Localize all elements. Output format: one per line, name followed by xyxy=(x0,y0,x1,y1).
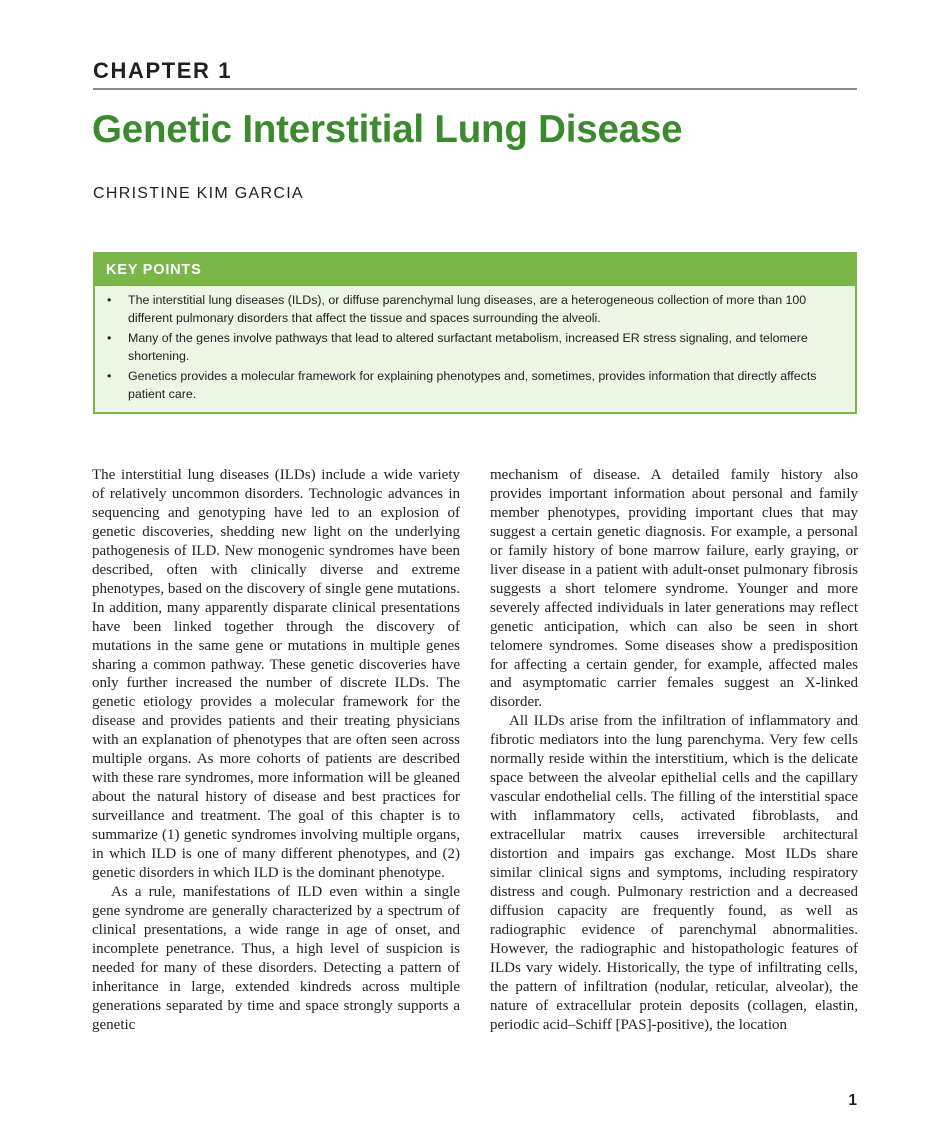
body-paragraph: As a rule, manifestations of ILD even within a single gene syndrome are generally characterized by a spectrum of clinical presentations, a wide range in age of onset, and incomplete penetrance. Thus, a high level of suspicion is needed for many of these disorders. Detecting a pattern of inheritance in large, extended kindreds across multiple generations separated by time and space strongly supports a genetic xyxy=(92,883,460,1033)
key-points-heading: KEY POINTS xyxy=(95,254,855,286)
chapter-label: CHAPTER 1 xyxy=(93,58,857,90)
body-column-right xyxy=(490,466,858,1035)
body-paragraph: mechanism of disease. A detailed family history also provides important information about personal and family member phenotypes, providing important clues that may suggest a certain genetic diagnosis. For example, a personal or family history of bone marrow failure, early graying, or liver disease in a patient with adult-onset pulmonary fibrosis suggests a short telomere syndrome. Younger and more severely affected individuals in later generations may reflect genetic anticipation, which can also be seen in short telomere syndromes. Some diseases show a predisposition for affecting a certain gender, for example, affected males and asymptomatic carrier females suggest an X-linked disorder. xyxy=(490,467,858,711)
body-paragraph: The interstitial lung diseases (ILDs) include a wide variety of relatively uncommon disorders. Technologic advances in sequencing and genotyping have led to an explosion of genetic discoveries, shedding new light on the underlying pathogenesis of ILD. New monogenic syndromes have been described, often with clinically diverse and extreme phenotypes, based on the discovery of single gene mutations. In addition, many apparently disparate clinical presentations have been linked together through the discovery of mutations in the same gene or mutations in multiple genes sharing a common pathway. These genetic discoveries have only further increased the number of discrete ILDs. The genetic etiology provides a molecular framework for the disease and provides patients and their treating physicians with an explanation of phenotypes that are often seen across multiple organs. As more cohorts of patients are described with these rare syndromes, more information will be gleaned about the natural history of disease and best practices for surveillance and treatment. The goal of this chapter is to summarize (1) genetic syndromes involving multiple organs, in which ILD is one of many different phenotypes, and (2) genetic disorders in which ILD is the dominant phenotype. xyxy=(92,467,460,882)
key-point-item: • Genetics provides a molecular framework for explaining phenotypes and, sometimes, provides information that directly affects patient care. xyxy=(128,368,839,403)
page-number: 1 xyxy=(848,1092,857,1109)
chapter-title: Genetic Interstitial Lung Disease xyxy=(92,108,683,151)
body-paragraph: All ILDs arise from the infiltration of inflammatory and fibrotic mediators into the lung parenchyma. Very few cells normally reside within the interstitium, which is the delicate space between the alveolar epithelial cells and the capillary vascular endothelial cells. The filling of the interstitial space with inflammatory cells, activated fibroblasts, and extracellular matrix causes irreversible architectural distortion and impairs gas exchange. Most ILDs share similar clinical signs and symptoms, including respiratory distress and cough. Pulmonary restriction and a decreased diffusion capacity are frequently found, as well as radiographic evidence of parenchymal abnormalities. However, the radiographic and histopathologic features of ILDs vary widely. Historically, the type of infiltrating cells, the pattern of infiltration (nodular, reticular, alveolar), the nature of extracellular protein deposits (collagen, elastin, periodic acid–Schiff [PAS]-positive), the location xyxy=(490,713,858,1033)
key-points-list xyxy=(95,286,855,403)
key-point-item: • Many of the genes involve pathways that lead to altered surfactant metabolism, increased ER stress signaling, and telomere shortening. xyxy=(128,330,839,365)
key-point-item: • The interstitial lung diseases (ILDs), or diffuse parenchymal lung diseases, are a heterogeneous collection of more than 100 different pulmonary disorders that affect the tissue and spaces surrounding the alveoli. xyxy=(128,292,839,327)
key-points-box xyxy=(93,252,857,414)
body-column-left xyxy=(92,466,460,1035)
author-name: CHRISTINE KIM GARCIA xyxy=(93,185,304,202)
